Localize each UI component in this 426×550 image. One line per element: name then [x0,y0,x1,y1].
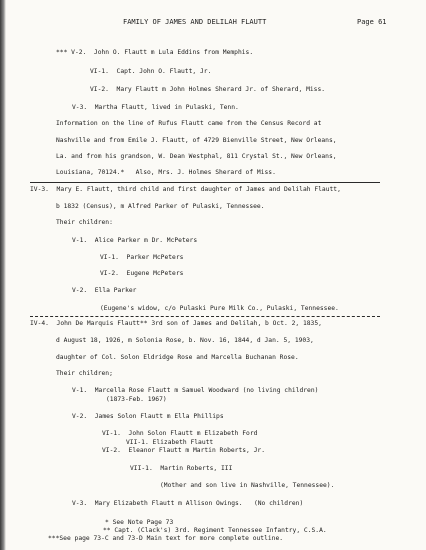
entry-vi1-parker: VI-1. Parker McPeters [100,254,184,261]
entry-vii1-martin: VII-1. Martin Roberts, III [130,465,233,472]
scan-edge-shadow [0,0,6,550]
entry-vi1-capt-john: VI-1. Capt. John O. Flautt, Jr. [90,68,212,75]
entry-iv4-detail-2: daughter of Col. Solon Eldridge Rose and Marcella Buchanan Rose. [56,354,299,361]
section-divider-dashed [30,316,380,317]
source-note-line-1: Information on the line of Rufus Flautt came from the Census Record at [56,120,322,127]
children-heading-2: Their children; [56,370,113,377]
entry-iv4-john: IV-4. John De Marquis Flautt** 3rd son of James and Delilah, b Oct. 2, 1835, [30,320,322,327]
residence-note: (Mother and son live in Nashville, Tennessee). [160,482,335,489]
entry-vi1-john-solon: VI-1. John Solon Flautt m Elizabeth Ford [102,430,258,437]
entry-v1-alice: V-1. Alice Parker m Dr. McPeters [72,237,198,244]
entry-vi2-mary: VI-2. Mary Flautt m John Holmes Sherard Jr. of Sherard, Miss. [90,86,326,93]
entry-v2-ella: V-2. Ella Parker [72,287,137,294]
widow-note: (Eugene's widow, c/o Pulaski Pure Milk Co., Pulaski, Tennessee. [100,305,339,312]
source-note-line-4: Louisiana, 70124.* Also, Mrs. J. Holmes Sherard of Miss. [56,169,276,176]
source-note-line-3: La. and from his grandson, W. Dean Westphal, 811 Crystal St., New Orleans, [56,153,337,160]
entry-v2-john: *** V-2. John O. Flautt m Lula Eddins from Memphis. [56,49,254,56]
footnote-1: * See Note Page 73 [105,519,174,526]
entry-vi2-eleanor: VI-2. Eleanor Flautt m Martin Roberts, Jr. [102,447,266,454]
source-note-line-2: Nashville and from Emile J. Flautt, of 4729 Bienville Street, New Orleans, [56,137,337,144]
section-divider [30,182,380,183]
entry-vii1-elizabeth: VII-1. Elizabeth Flautt [126,439,214,446]
children-heading: Their children: [56,219,113,226]
footnote-2: ** Capt. (Clack's) 3rd. Regiment Tennessee Infantry, C.S.A. [103,527,327,534]
entry-iv3-detail: b 1832 (Census), m Alfred Parker of Pulaski, Tennessee. [56,203,265,210]
entry-v3-mary-elizabeth: V-3. Mary Elizabeth Flautt m Allison Owings. (No children) [72,500,304,507]
entry-v1-marcella: V-1. Marcella Rose Flautt m Samuel Woodward (no living children) [72,387,319,394]
entry-v2-james: V-2. James Solon Flautt m Ella Phillips [72,413,224,420]
entry-vi2-eugene: VI-2. Eugene McPeters [100,270,184,277]
entry-iv3-mary: IV-3. Mary E. Flautt, third child and first daughter of James and Delilah Flautt, [30,186,341,193]
entry-iv4-detail-1: d August 18, 1926, m Solonia Rose, b. Nov. 16, 1844, d Jan. 5, 1903, [56,337,314,344]
footnote-3: ***See page 73-C and 73-D Main text for more complete outline. [48,535,284,542]
entry-v3-martha: V-3. Martha Flautt, lived in Pulaski, Tenn. [72,104,239,111]
marcella-dates: (1873-Feb. 1967) [106,396,167,403]
page-title: FAMILY OF JAMES AND DELILAH FLAUTT [123,18,267,26]
page-number: Page 61 [357,18,387,26]
